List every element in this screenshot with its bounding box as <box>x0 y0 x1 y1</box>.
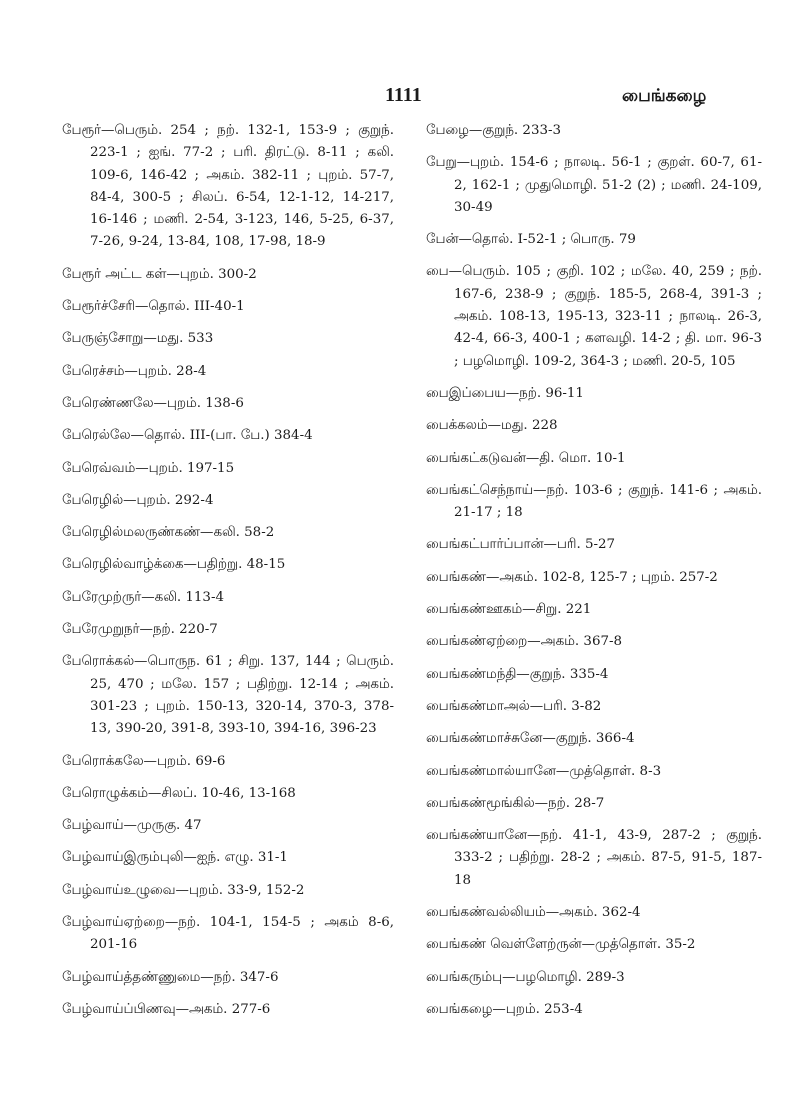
index-entry: பேரெச்சம்—புறம். 28-4 <box>62 363 207 379</box>
index-entry: பைங்கண்மால்யானே—முத்தொள். 8-3 <box>426 763 662 779</box>
index-entry: பேழ்வாய்உழுவை—புறம். 33-9, 152-2 <box>62 882 305 898</box>
index-entry: பேழ்வாய்ஏற்றை—நற். 104-1, 154-5 ; அகம் 8-6, 201-16 <box>62 915 394 953</box>
index-entry: பைங்கட்கடுவன்—தி. மொ. 10-1 <box>426 450 626 466</box>
index-entry: பேருஞ்சோறு—மது. 533 <box>62 331 214 347</box>
index-entry: பைங்கழை—புறம். 253-4 <box>426 1001 583 1017</box>
index-entry: பைங்கண்ஏற்றை—அகம். 367-8 <box>426 634 623 650</box>
index-entry: பைங்கரும்பு—பழமொழி. 289-3 <box>426 969 625 985</box>
index-entry: பேரொக்கல்—பொருந. 61 ; சிறு. 137, 144 ; பெரும். 25, 470 ; மலே. 157 ; பதிற்று. 12-14 ; அகம். 301-23 ; புறம். 150-13, 320-14, 370-3, 378-13, 390-20, 391-8, 393-10, 394-16, 396-23 <box>62 654 394 737</box>
index-entry: பை—பெரும். 105 ; குறி. 102 ; மலே. 40, 259 ; நற். 167-6, 238-9 ; குறுந். 185-5, 268-4, 391-3 ; அகம். 108-13, 195-13, 323-11 ; நாலடி. 26-3, 42-4, 66-3, 400-1 ; களவழி. 14-2 ; தி. மா. 96-3 ; பழமொழி. 109-2, 364-3 ; மணி. 20-5, 105 <box>426 264 762 369</box>
index-entry: பேரூர்ச்சேரி—தொல். III-40-1 <box>62 299 245 315</box>
index-entry: பேரேமுற்ருர்—கலி. 113-4 <box>62 589 224 605</box>
index-entry: பேரெண்ணலே—புறம். 138-6 <box>62 395 244 411</box>
index-entry: பேன்—தொல். I-52-1 ; பொரு. 79 <box>426 232 636 248</box>
index-entry: பைங்கண்யானே—நற். 41-1, 43-9, 287-2 ; குறுந். 333-2 ; பதிற்று. 28-2 ; அகம். 87-5, 91-5, 187-18 <box>426 828 762 888</box>
index-entry: பேரேமுறுநர்—நற். 220-7 <box>62 622 218 638</box>
index-entry: பைங்கட்செந்நாய்—நற். 103-6 ; குறுந். 141-6 ; அகம். 21-17 ; 18 <box>426 482 762 521</box>
index-entry: பேரொழுக்கம்—சிலப். 10-46, 13-168 <box>62 785 296 801</box>
index-entry: பைங்கண்மாச்சுனே—குறுந். 366-4 <box>426 731 635 747</box>
index-entry: பேரெழில்—புறம். 292-4 <box>62 492 214 508</box>
index-entry: பைங்கட்பார்ப்பான்—பரி. 5-27 <box>426 537 616 553</box>
index-entry: பேரெவ்வம்—புறம். 197-15 <box>62 460 235 476</box>
index-entry: பைங்கண்மூங்கில்—நற். 28-7 <box>426 795 605 811</box>
index-entry: பேரெழில்மலருண்கண்—கலி. 58-2 <box>62 525 275 541</box>
right-column <box>426 120 762 1031</box>
index-entry: பைங்கண்—அகம். 102-8, 125-7 ; புறம். 257-2 <box>426 569 718 585</box>
page-number: 1111 <box>385 84 422 106</box>
index-entry: பேழ்வாய்—முருகு. 47 <box>62 818 202 834</box>
index-entry: பைங்கண்மாஅல்—பரி. 3-82 <box>426 698 602 714</box>
index-entry: பேழ்வாய்ப்பிணவு—அகம். 277-6 <box>62 1001 271 1017</box>
index-entry: பைங்கண் வெள்ளேற்ருன்—முத்தொள். 35-2 <box>426 937 696 953</box>
index-entry: பைங்கண்வல்லியம்—அகம். 362-4 <box>426 905 641 921</box>
left-column <box>62 120 394 1031</box>
index-entry: பைக்கலம்—மது. 228 <box>426 418 558 434</box>
index-entry: பேரூர் அட்ட கள்—புறம். 300-2 <box>62 266 257 282</box>
index-entry: பேழ்வாய்இரும்புலி—ஐந். எழு. 31-1 <box>62 850 288 866</box>
index-entry: பேறு—புறம். 154-6 ; நாலடி. 56-1 ; குறள். 60-7, 61-2, 162-1 ; முதுமொழி. 51-2 (2) ; மணி. 24-109, 30-49 <box>426 155 762 215</box>
index-entry: பேழ்வாய்த்தண்ணுமை—நற். 347-6 <box>62 969 279 985</box>
index-entry: பேரொக்கலே—புறம். 69-6 <box>62 753 226 769</box>
index-entry: பேரெல்லே—தொல். III-(பா. பே.) 384-4 <box>62 428 313 444</box>
index-entry: பேரூர்—பெரும். 254 ; நற். 132-1, 153-9 ; குறுந். 223-1 ; ஐங். 77-2 ; பரி. திரட்டு. 8-11 ; கலி. 109-6, 146-42 ; அகம். 382-11 ; புறம். 57-7, 84-4, 300-5 ; சிலப். 6-54, 12-1-12, 14-217, 16-146 ; மணி. 2-54, 3-123, 146, 5-25, 6-37, 7-26, 9-24, 13-84, 108, 17-98, 18-9 <box>62 123 394 250</box>
running-head: பைங்கழை <box>622 86 707 106</box>
index-entry: பேரெழில்வாழ்க்கை—பதிற்று. 48-15 <box>62 557 286 573</box>
index-entry: பைஇப்பைய—நற். 96-11 <box>426 385 584 401</box>
index-entry: பைங்கண்மந்தி—குறுந். 335-4 <box>426 666 609 682</box>
index-entry: பேழை—குறுந். 233-3 <box>426 123 562 138</box>
index-entry: பைங்கண்ஊகம்—சிறு. 221 <box>426 602 592 618</box>
